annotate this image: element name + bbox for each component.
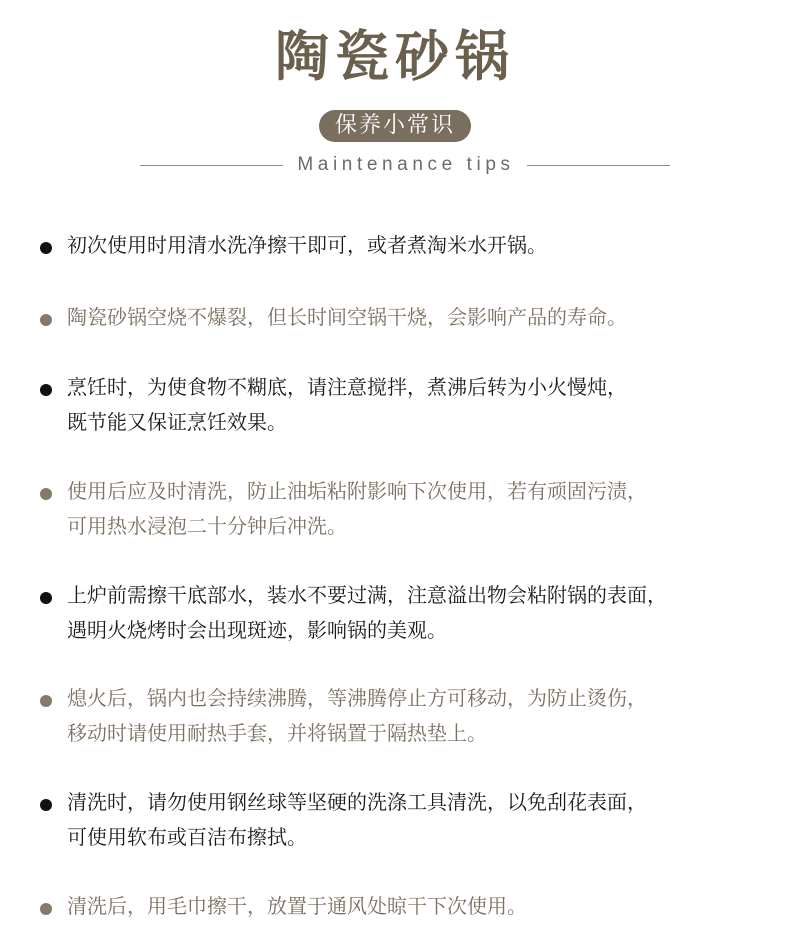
bullet-dot-icon	[40, 488, 52, 500]
tip-text: 熄火后，锅内也会持续沸腾，等沸腾停止方可移动，为防止烫伤， 移动时请使用耐热手套，并将锅置于隔热垫上。	[67, 686, 647, 745]
tip-text: 上炉前需擦干底部水，装水不要过满，注意溢出物会粘附锅的表面， 遇明火烧烤时会出现斑迹，影响锅的美观。	[67, 583, 667, 642]
tip-text: 清洗时，请勿使用钢丝球等坚硬的洗涤工具清洗，以免刮花表面， 可使用软布或百洁布擦拭。	[67, 790, 647, 849]
tip-text: 烹饪时，为使食物不糊底，请注意搅拌，煮沸后转为小火慢炖， 既节能又保证烹饪效果。	[67, 375, 627, 434]
bullet-dot-icon	[40, 314, 52, 326]
tip-text: 初次使用时用清水洗净擦干即可，或者煮淘米水开锅。	[67, 233, 547, 257]
badge-wrapper	[0, 110, 790, 142]
bullet-dot-icon	[40, 592, 52, 604]
tip-text: 使用后应及时清洗，防止油垢粘附影响下次使用，若有顽固污渍， 可用热水浸泡二十分钟后冲洗。	[67, 479, 647, 538]
bullet-dot-icon	[40, 903, 52, 915]
bullet-dot-icon	[40, 799, 52, 811]
tip-text: 陶瓷砂锅空烧不爆裂，但长时间空锅干烧，会影响产品的寿命。	[67, 305, 627, 329]
bullet-dot-icon	[40, 384, 52, 396]
tip-text: 清洗后，用毛巾擦干，放置于通风处晾干下次使用。	[67, 894, 527, 918]
divider-left	[140, 165, 283, 166]
subtitle: Maintenance tips	[297, 154, 515, 175]
divider-right	[527, 165, 670, 166]
bullet-dot-icon	[40, 242, 52, 254]
section-badge: 保养小常识	[319, 110, 471, 142]
page-title: 陶瓷砂锅	[275, 25, 515, 88]
bullet-dot-icon	[40, 695, 52, 707]
subtitle-row	[140, 152, 670, 178]
